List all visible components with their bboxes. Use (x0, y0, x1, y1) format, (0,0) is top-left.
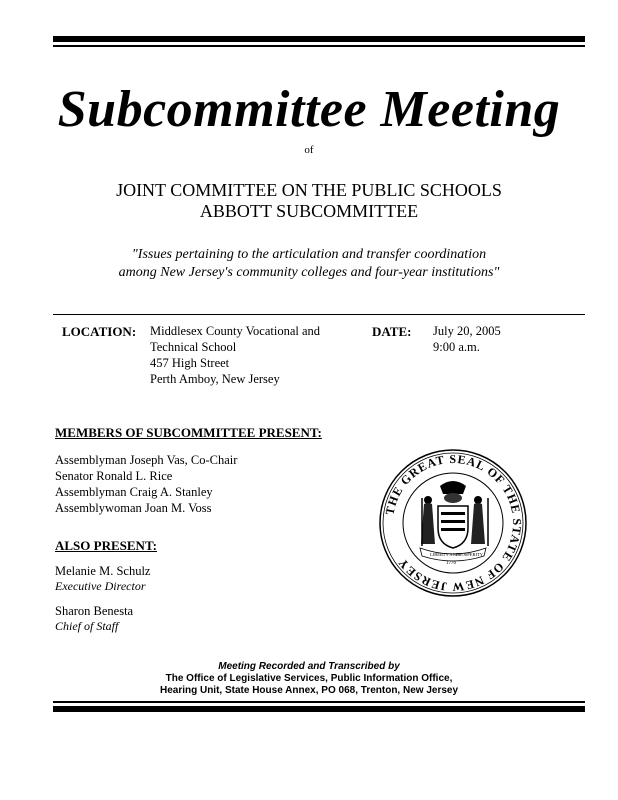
top-rule-thick (53, 36, 585, 42)
location-label: LOCATION: (62, 324, 137, 339)
members-list (55, 452, 237, 516)
location-line: Middlesex County Vocational and (150, 324, 321, 338)
location-line: 457 High Street (150, 356, 230, 370)
date-value (433, 323, 501, 355)
location-divider (53, 314, 585, 315)
member-name: Assemblyman Joseph Vas, Co-Chair (55, 453, 238, 467)
members-heading: MEMBERS OF SUBCOMMITTEE PRESENT: (55, 425, 322, 440)
issues-line-2: among New Jersey's community colleges and four-year institutions" (118, 265, 500, 280)
date-line: July 20, 2005 (433, 324, 501, 338)
page-title: Subcommittee Meeting (57, 81, 561, 138)
person-name: Sharon Benesta (55, 604, 134, 618)
seal-banner-right: PROSPERITY (456, 552, 484, 557)
location-line: Perth Amboy, New Jersey (150, 372, 280, 386)
location-value (150, 323, 320, 387)
person-title: Executive Director (55, 579, 146, 593)
location-line: Technical School (150, 340, 237, 354)
transcription-credit (0, 661, 618, 697)
member-name: Assemblywoman Joan M. Voss (55, 501, 212, 515)
person-title: Chief of Staff (55, 619, 119, 633)
member-name: Senator Ronald L. Rice (55, 469, 173, 483)
seal-banner-left: LIBERTY AND (430, 552, 460, 557)
seal-year: 1776 (446, 561, 456, 566)
person-name: Melanie M. Schulz (55, 564, 151, 578)
bottom-rule-thick (53, 706, 585, 712)
seal-ring-text: THE GREAT SEAL OF THE STATE OF NEW JERSEY (382, 451, 525, 595)
footer-line-1: Meeting Recorded and Transcribed by (218, 661, 400, 672)
of-text: of (304, 144, 314, 156)
date-label: DATE: (372, 324, 412, 339)
footer-line-2: The Office of Legislative Services, Public Information Office, (165, 673, 453, 684)
footer-line-3: Hearing Unit, State House Annex, PO 068, Trenton, New Jersey (159, 685, 459, 696)
issues-line-1: "Issues pertaining to the articulation and transfer coordination (131, 247, 487, 262)
top-rule-thin (53, 45, 585, 47)
committee-line-2: ABBOTT SUBCOMMITTEE (199, 201, 419, 221)
date-line: 9:00 a.m. (433, 340, 480, 354)
member-name: Assemblyman Craig A. Stanley (55, 485, 213, 499)
committee-name (0, 180, 618, 222)
bottom-rule-thin (53, 701, 585, 703)
issues-statement (0, 246, 618, 282)
committee-line-1: JOINT COMMITTEE ON THE PUBLIC SCHOOLS (116, 180, 502, 200)
state-seal-icon (378, 448, 528, 598)
also-present-heading: ALSO PRESENT: (55, 538, 157, 553)
